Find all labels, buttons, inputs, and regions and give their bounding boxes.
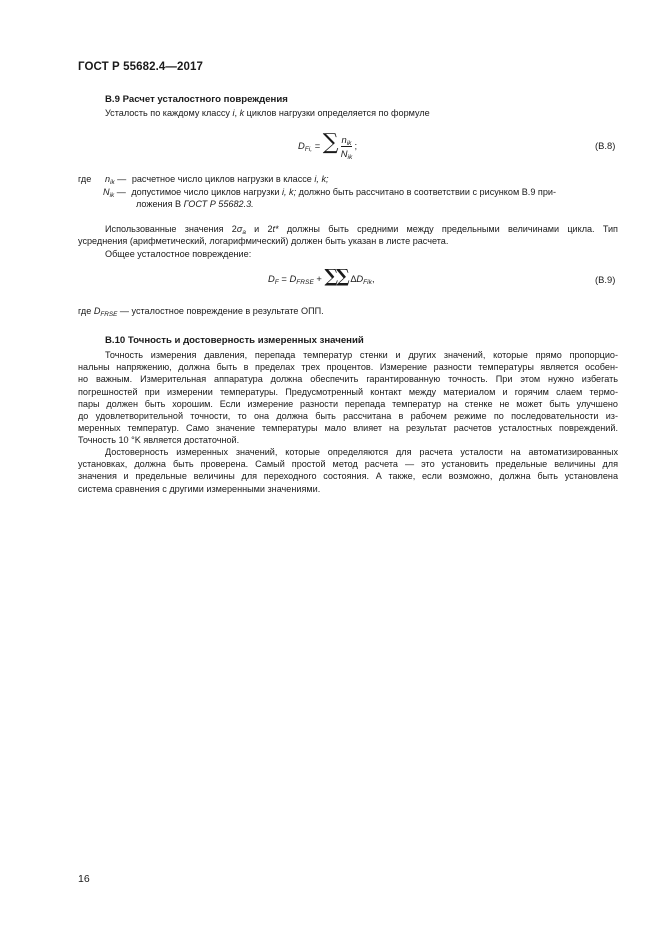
paragraph-reliability	[78, 446, 618, 495]
definition-N-ik: $N_{ik}$ — допустимое число циклов нагрузки i, k; должно быть рассчитано в соответствии с рисунком B.9 при-	[103, 187, 556, 199]
equation-number-b9: (B.9)	[595, 274, 616, 285]
definition-D-FRSE: где $D_{FRSE}$ — усталостное повреждение в результате ОПП.	[78, 306, 324, 318]
text-line: установках, должна быть проверена. Самый простой метод расчета — это установить предельные величины для	[78, 459, 618, 470]
text-line: Достоверность измеренных значений, которые определяются для расчета усталости на автоматизированных	[105, 447, 618, 457]
paragraph-accuracy	[78, 349, 618, 447]
section-b9-heading: B.9 Расчет усталостного повреждения	[105, 94, 288, 105]
text-line: меренных температур. Само значение температуры мало влияет на результат расчетов усталостных повреждений.	[78, 423, 618, 434]
text-line: погрешностей при измерении температуры. Предусмотренный контакт между материалом и горячим слаем термо-	[78, 386, 618, 397]
text-line: Точность 10 °K является достаточной.	[78, 435, 240, 446]
text-line: пары должен быть хорошим. Если измерение разности перепада температур на стенке не может быть улучшено	[78, 398, 618, 409]
definition-N-ik-continued: ложения B ГОСТ Р 55682.3.	[136, 199, 254, 209]
section-b9-intro: Усталость по каждому классу i, k циклов нагрузки определяется по формуле	[105, 108, 430, 118]
text-line: нальны напряжению, должна быть в пределах трех процентов. Измерение разности температуры является особен-	[78, 362, 618, 373]
paragraph-averaging: Использованные значения $2\sigma_a$ и 2t* должны быть средними между предельными величинами цикла. Тип	[105, 224, 618, 236]
paragraph-averaging-line2: усреднения (арифметический, логарифмический) должен быть указан в листе расчета.	[78, 236, 449, 246]
double-summation-symbol: ∑∑	[324, 266, 348, 287]
text-line: но важным. Измерительная аппаратура должна обеспечить гарантированную точность. При этом нужно избегать	[78, 374, 618, 385]
equation-number-b8: (B.8)	[595, 140, 616, 151]
equation-b8: $D_{Fi,}$ = ∑ $\frac{n_{ik}}{N_{ik}}$ ;	[298, 130, 358, 161]
text-line: система сравнения с другими измеренными значениями.	[78, 483, 321, 494]
fraction: $\frac{n_{ik}}{N_{ik}}$	[340, 134, 353, 161]
equation-b9: $D_F = D_{FRSE}$ + ∑∑ $\Delta D_{Fik}$,	[268, 266, 375, 287]
document-header: ГОСТ Р 55682.4—2017	[78, 61, 203, 73]
page-number: 16	[78, 873, 90, 885]
where-label: где	[78, 174, 92, 184]
section-b10-heading: B.10 Точность и достоверность измеренных значений	[105, 335, 364, 346]
text-line: Точность измерения давления, перепада температур стенки и других значений, которые прямо пропорцио-	[105, 350, 618, 360]
text-line: значения и предельные величины для переходного состояния. А также, если возможно, должна быть установлена	[78, 471, 618, 482]
summation-symbol: ∑	[322, 130, 339, 155]
paragraph-total-damage: Общее усталостное повреждение:	[105, 249, 252, 259]
text-line: до удовлетворительной точности, то она должна быть рассчитана в рабочем режиме по последовательности из-	[78, 411, 618, 422]
definition-n-ik: $n_{ik}$ — расчетное число циклов нагрузки в классе i, k;	[105, 174, 329, 186]
